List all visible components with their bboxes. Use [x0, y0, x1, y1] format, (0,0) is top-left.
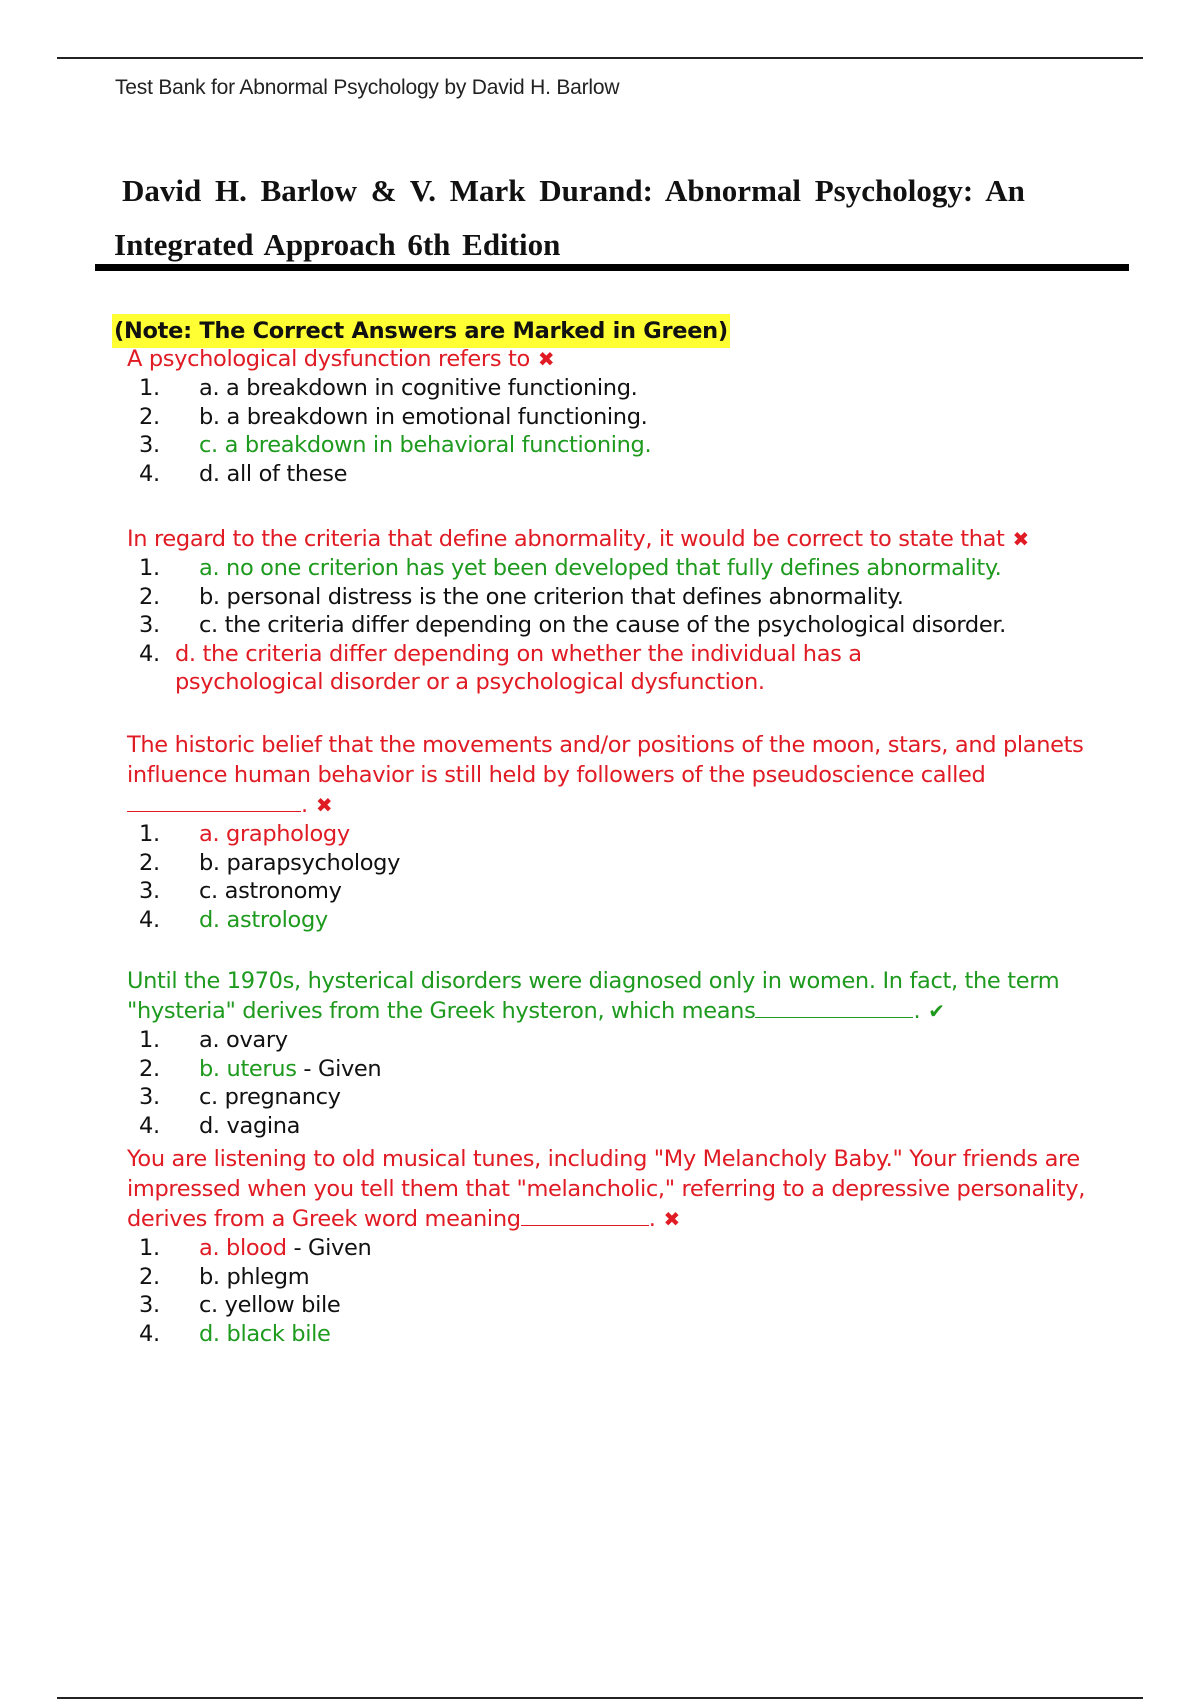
option-number: 2.	[139, 583, 160, 610]
fill-in-blank	[127, 791, 301, 812]
option-text: c. astronomy	[199, 878, 342, 904]
selected-incorrect-option-text: a. graphology	[199, 821, 350, 847]
option-number: 1.	[139, 1235, 160, 1261]
question-text: Until the 1970s, hysterical disorders were diagnosed only in women. In fact, the term "hysteria" derives from the Greek hysteron, which means . ✔	[127, 968, 1060, 1024]
option-number: 2.	[139, 403, 160, 430]
correct-checkmark-icon: ✔	[928, 999, 945, 1023]
option-text: b. a breakdown in emotional functioning.	[199, 403, 648, 430]
option-text: c. yellow bile	[199, 1292, 341, 1318]
answer-option	[127, 906, 1087, 935]
answer-options	[127, 374, 1087, 488]
option-number: 1.	[139, 1027, 160, 1053]
header-top-rule	[57, 57, 1143, 59]
answer-option	[127, 640, 1087, 697]
option-number: 3.	[139, 612, 160, 638]
option-text: a. ovary	[199, 1027, 288, 1053]
question-2	[127, 524, 1087, 697]
answer-option	[127, 877, 1087, 906]
option-number: 1.	[139, 821, 160, 847]
title-line-2: Integrated Approach 6th Edition	[114, 227, 561, 262]
answer-option	[127, 1320, 1087, 1349]
answer-option	[127, 403, 1087, 432]
question-text: A psychological dysfunction refers to ✖	[127, 346, 555, 372]
option-text: a. a breakdown in cognitive functioning.	[199, 375, 638, 401]
answer-option	[127, 849, 1087, 878]
document-title	[114, 164, 1054, 272]
option-text: b. parapsychology	[199, 849, 401, 876]
option-number: 4.	[139, 1112, 160, 1139]
correct-option-text: d. astrology	[199, 906, 328, 933]
answer-option	[127, 554, 1087, 583]
fill-in-blank	[521, 1205, 649, 1226]
question-text: You are listening to old musical tunes, including "My Melancholy Baby." Your friends are impressed when you tell them that "melancholic," referring to a depressive personality, derives from a Greek word meaning . ✖	[127, 1146, 1086, 1232]
incorrect-mark-icon: ✖	[537, 347, 555, 371]
question-3	[127, 730, 1087, 934]
answer-options	[127, 554, 1087, 697]
option-text: d. vagina	[199, 1112, 301, 1139]
fill-in-blank	[755, 997, 913, 1018]
answer-option	[127, 820, 1087, 849]
given-label: - Given	[286, 1235, 372, 1261]
correct-option-text: d. black bile	[199, 1320, 331, 1347]
option-text: d. all of these	[199, 460, 348, 487]
answer-option	[127, 611, 1087, 640]
answer-option	[127, 1291, 1087, 1320]
option-number: 4.	[139, 906, 160, 933]
correct-answer-note: (Note: The Correct Answers are Marked in Green)	[112, 314, 730, 348]
option-number: 2.	[139, 1055, 160, 1082]
option-number: 4.	[139, 460, 160, 487]
answer-option	[127, 1055, 1087, 1084]
option-number: 3.	[139, 878, 160, 904]
incorrect-mark-icon: ✖	[315, 793, 333, 817]
answer-option	[127, 460, 1087, 489]
answer-option	[127, 583, 1087, 612]
answer-option	[127, 1112, 1087, 1141]
correct-option-text: b. uterus	[199, 1055, 297, 1082]
incorrect-mark-icon: ✖	[663, 1207, 680, 1231]
option-text: c. pregnancy	[199, 1084, 341, 1110]
option-number: 3.	[139, 432, 160, 458]
option-number: 4.	[139, 1320, 160, 1347]
given-label: - Given	[296, 1055, 382, 1082]
footer-rule	[57, 1697, 1143, 1699]
option-number: 2.	[139, 849, 160, 876]
answer-option	[127, 1234, 1087, 1263]
question-text: In regard to the criteria that define abnormality, it would be correct to state that ✖	[127, 526, 1029, 552]
answer-options	[127, 820, 1087, 934]
option-number: 4.	[139, 640, 160, 667]
correct-option-text: c. a breakdown in behavioral functioning.	[199, 432, 652, 458]
answer-option	[127, 1083, 1087, 1112]
question-5	[127, 1144, 1087, 1348]
answer-option	[127, 1026, 1087, 1055]
title-line-1: David H. Barlow & V. Mark Durand: Abnormal Psychology: An	[122, 173, 1025, 208]
option-number: 2.	[139, 1263, 160, 1290]
option-text: c. the criteria differ depending on the cause of the psychological disorder.	[199, 612, 1006, 638]
question-text: The historic belief that the movements and/or positions of the moon, stars, and planets influence human behavior is still held by followers of the pseudoscience called . ✖	[127, 732, 1084, 818]
answer-option	[127, 431, 1087, 460]
correct-option-text: a. no one criterion has yet been developed that fully defines abnormality.	[199, 555, 1002, 581]
question-1	[127, 344, 1087, 488]
option-number: 3.	[139, 1084, 160, 1110]
title-underline-rule	[95, 264, 1129, 271]
running-header: Test Bank for Abnormal Psychology by David H. Barlow	[115, 76, 620, 99]
answer-option	[127, 374, 1087, 403]
selected-incorrect-option-text: d. the criteria differ depending on whether the individual has a psychological disorder or a psychological dysfunction.	[175, 640, 862, 695]
option-number: 1.	[139, 375, 160, 401]
answer-option	[127, 1263, 1087, 1292]
option-number: 1.	[139, 555, 160, 581]
answer-options	[127, 1234, 1087, 1348]
option-text: b. phlegm	[199, 1263, 310, 1290]
option-number: 3.	[139, 1292, 160, 1318]
option-text: b. personal distress is the one criterion that defines abnormality.	[199, 583, 904, 610]
selected-incorrect-option-text: a. blood	[199, 1235, 287, 1261]
incorrect-mark-icon: ✖	[1012, 527, 1029, 551]
question-4	[127, 966, 1087, 1140]
answer-options	[127, 1026, 1087, 1140]
